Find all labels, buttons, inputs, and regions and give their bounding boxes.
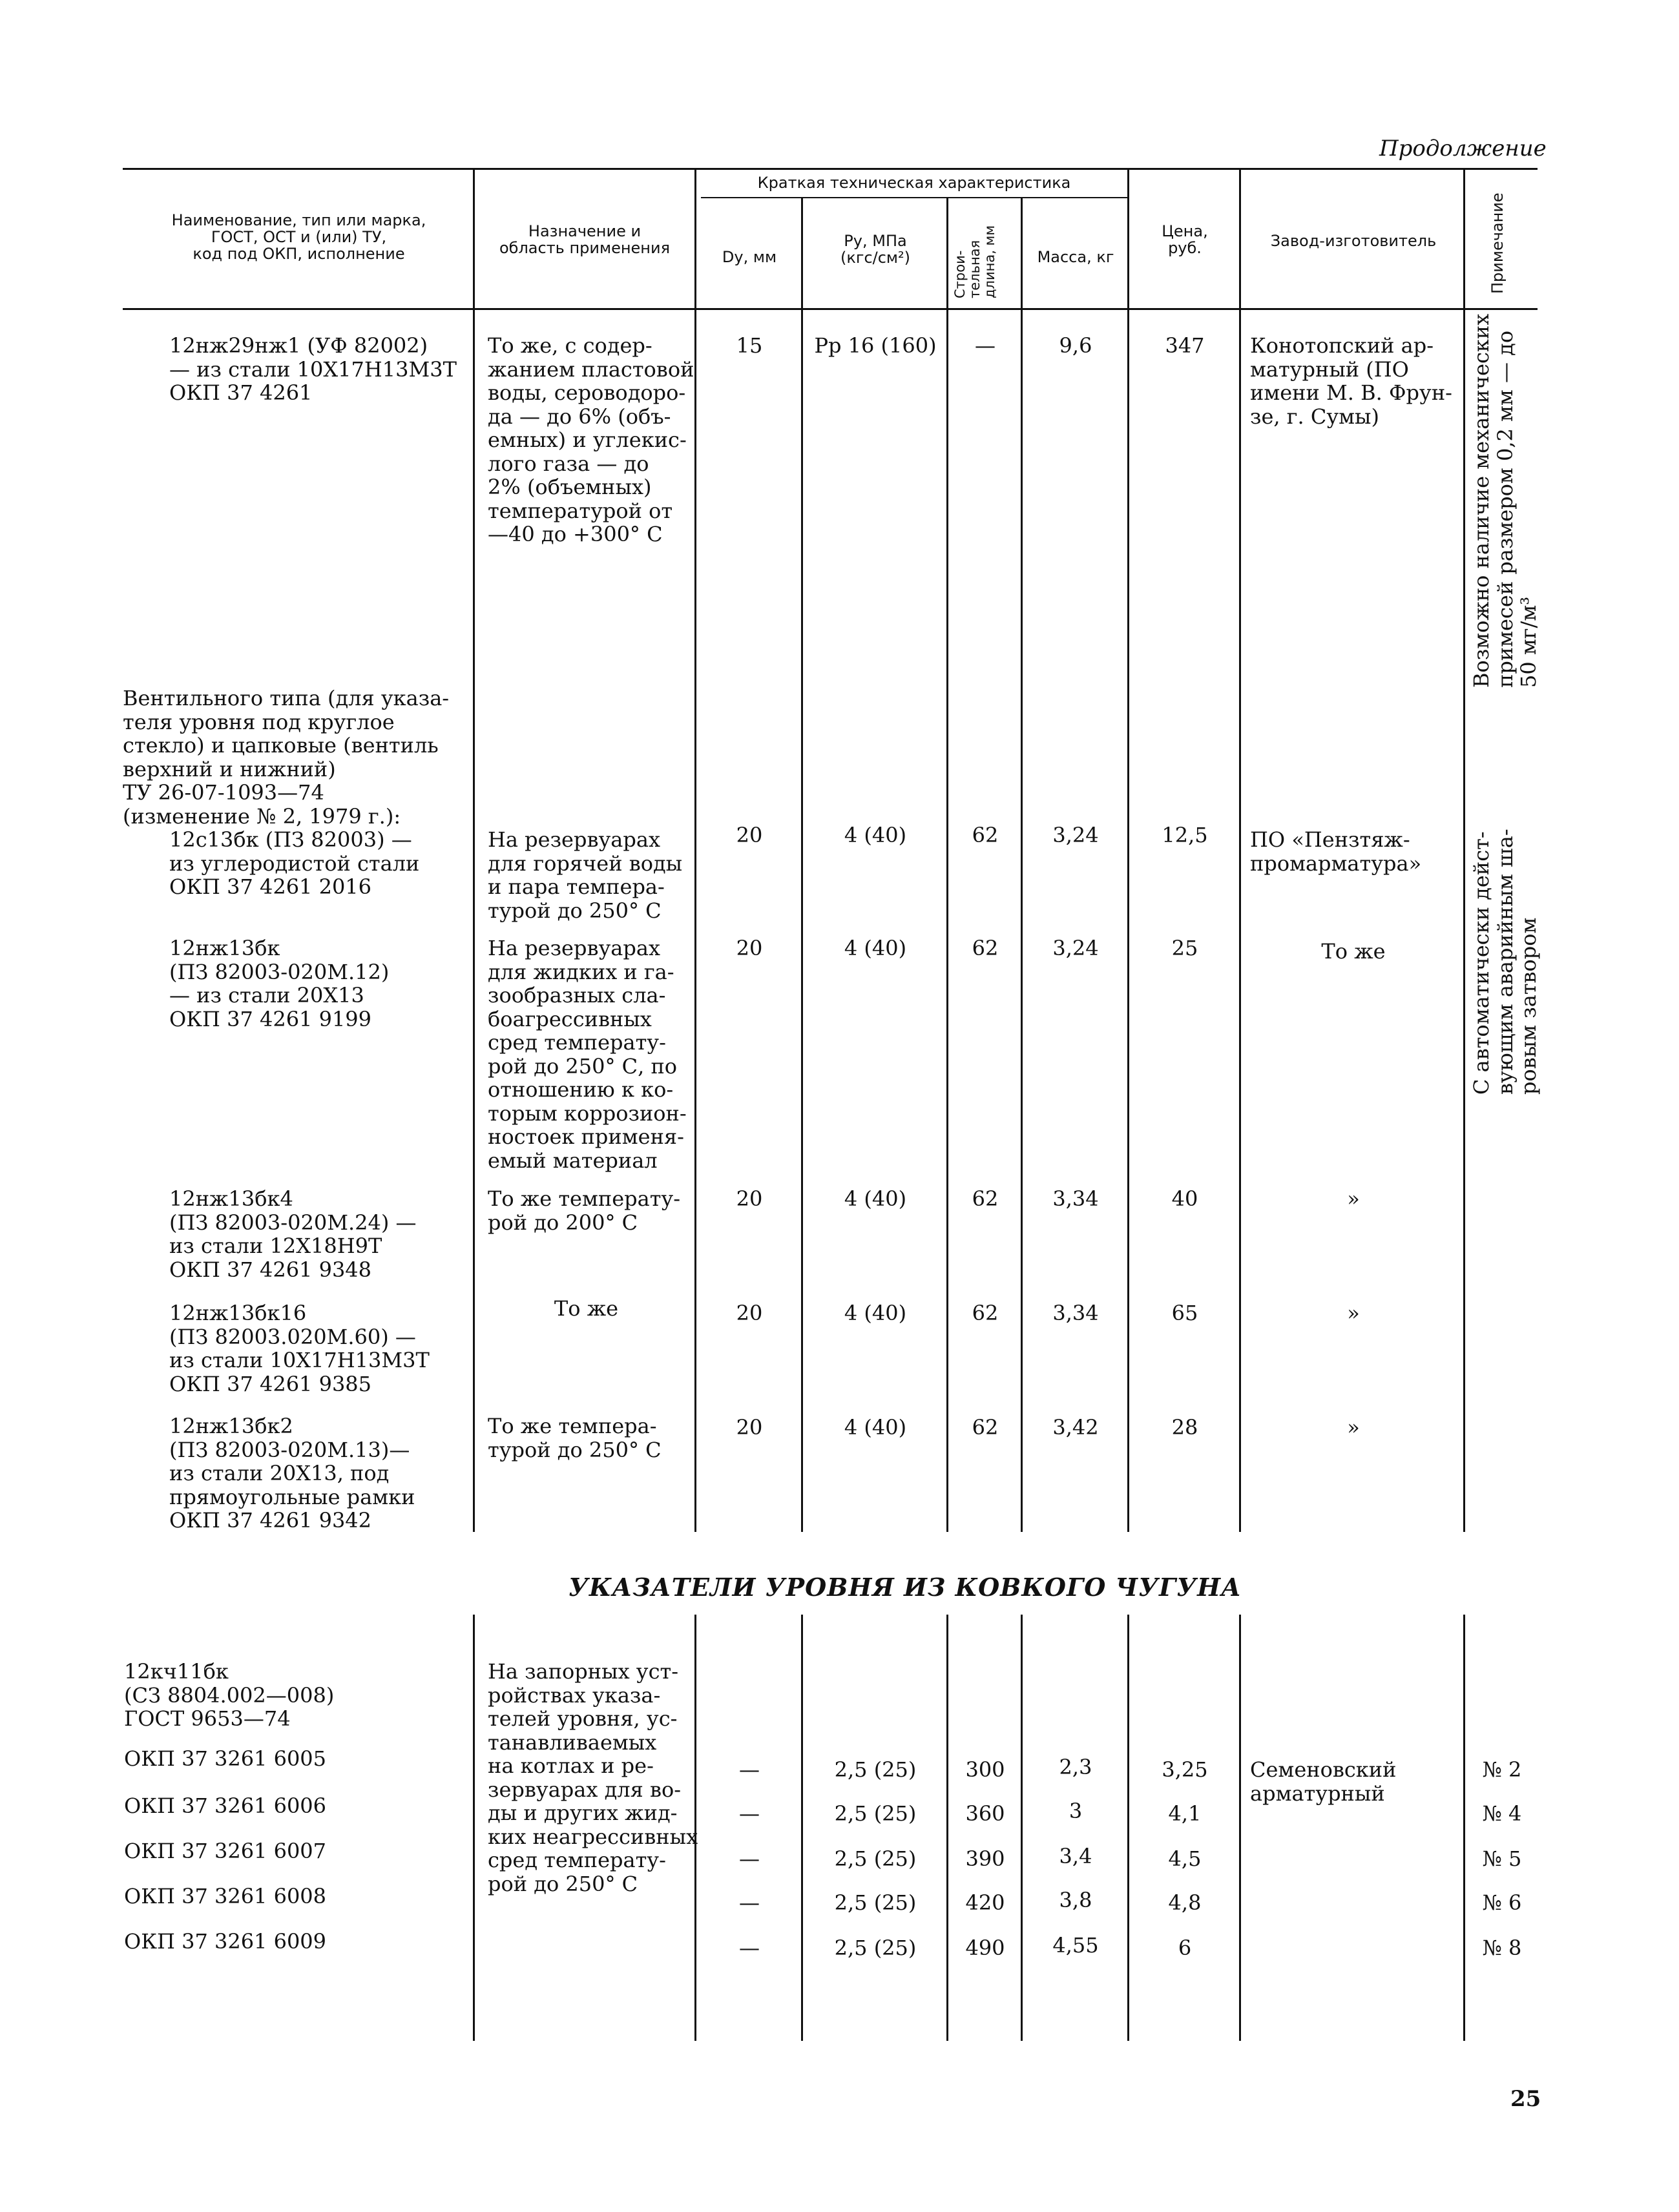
row4-dy: 20 <box>736 936 763 960</box>
row7-purpose: То же темпера- турой до 250° С <box>488 1414 662 1462</box>
row3-name: 12с13бк (ПЗ 82003) — из углеродистой стали ОКП 37 4261 2016 <box>169 827 420 899</box>
s2-r5-dy: — <box>739 1936 760 1960</box>
row5-mass: 3,34 <box>1052 1186 1099 1211</box>
row5-maker: » <box>1347 1186 1360 1211</box>
s2-col-sep-4 <box>946 1615 948 2041</box>
s2-r3-length: 390 <box>965 1846 1005 1871</box>
s2-maker: Семеновский арматурный <box>1250 1757 1397 1806</box>
header-name-col: Наименование, тип или марка, ГОСТ, ОСТ и (или) ТУ, код под ОКП, исполнение <box>171 211 426 263</box>
s2-purpose: На запорных уст- ройствах указа- телей уровня, ус- танавливаемых на котлах и ре- зервуарах для во- ды и других жид- ких неагрессивных сред температу- рой до 250° С <box>488 1659 698 1896</box>
row3-maker: ПО «Пензтяж- промарматура» <box>1250 827 1422 876</box>
s2-r3-price: 4,5 <box>1168 1846 1202 1871</box>
row7-maker: » <box>1347 1415 1360 1440</box>
row7-mass: 3,42 <box>1052 1415 1099 1440</box>
row4-purpose: На резервуарах для жидких и га- зообразных сла- боагрессивных сред температу- рой до 250° С, по отношению к ко- торым коррозион- ностоек применя- емый материал <box>488 936 687 1173</box>
row3-purpose: На резервуарах для горячей воды и пара темпера- турой до 250° С <box>488 827 683 923</box>
s2-r5-py: 2,5 (25) <box>834 1936 917 1960</box>
col-sep-8 <box>1463 169 1465 1532</box>
row7-price: 28 <box>1171 1415 1198 1440</box>
s2-r4-dy: — <box>739 1890 760 1915</box>
header-tech-char: Краткая техническая характеристика <box>757 174 1071 192</box>
header-bottom-rule <box>123 308 1538 310</box>
row4-length: 62 <box>972 936 999 960</box>
group-header-valves: Вентильного типа (для указа- теля уровня под круглое стекло) и цапковые (вентиль верхний и нижний) ТУ 26-07-1093—74 (изменение № 2, 1979 г.): <box>123 686 450 829</box>
s2-r3-mass: 3,4 <box>1059 1844 1092 1868</box>
s2-name: 12кч11бк (СЗ 8804.002—008) ГОСТ 9653—74 <box>124 1659 335 1731</box>
row1-name: 12нж29нж1 (УФ 82002) — из стали 10Х17Н13М3Т ОКП 37 4261 <box>169 333 457 405</box>
s2-r2-note: № 4 <box>1482 1801 1522 1826</box>
s2-r2-okp: ОКП 37 3261 6006 <box>124 1793 327 1818</box>
row1-dy: 15 <box>736 333 763 358</box>
row7-dy: 20 <box>736 1415 763 1440</box>
row6-maker: » <box>1347 1301 1360 1325</box>
s2-r5-note: № 8 <box>1482 1936 1522 1960</box>
row6-mass: 3,34 <box>1052 1301 1099 1325</box>
s2-r3-py: 2,5 (25) <box>834 1846 917 1871</box>
row4-py: 4 (40) <box>844 936 907 960</box>
row5-dy: 20 <box>736 1186 763 1211</box>
row6-name: 12нж13бк16 (ПЗ 82003.020М.60) — из стали 10Х17Н13М3Т ОКП 37 4261 9385 <box>169 1301 430 1396</box>
col-sep-7 <box>1239 169 1241 1532</box>
row6-py: 4 (40) <box>844 1301 907 1325</box>
row7-py: 4 (40) <box>844 1415 907 1440</box>
header-note: Примечание <box>1488 192 1507 294</box>
s2-r4-py: 2,5 (25) <box>834 1890 917 1915</box>
s2-r2-dy: — <box>739 1801 760 1826</box>
s2-r3-dy: — <box>739 1846 760 1871</box>
row3-py: 4 (40) <box>844 823 907 847</box>
s2-col-sep-7 <box>1239 1615 1241 2041</box>
s2-r1-length: 300 <box>965 1757 1005 1782</box>
s2-r5-okp: ОКП 37 3261 6009 <box>124 1929 327 1954</box>
header-build-length: Строи- тельная длина, мм <box>952 225 997 298</box>
col-sep-2 <box>694 169 696 1532</box>
s2-r1-dy: — <box>739 1757 760 1782</box>
note-1: Возможно наличие механических примесей размером 0,2 мм — до 50 мг/м³ <box>1469 313 1541 688</box>
s2-r2-py: 2,5 (25) <box>834 1801 917 1826</box>
s2-r4-mass: 3,8 <box>1059 1888 1092 1912</box>
col-sep-1 <box>473 169 475 1532</box>
row1-maker: Конотопский ар- матурный (ПО имени М. В. Фрун- зе, г. Сумы) <box>1250 333 1452 429</box>
s2-r1-mass: 2,3 <box>1059 1755 1092 1779</box>
row5-price: 40 <box>1171 1186 1198 1211</box>
s2-r4-length: 420 <box>965 1890 1005 1915</box>
header-maker: Завод-изготовитель <box>1270 232 1437 250</box>
row6-length: 62 <box>972 1301 999 1325</box>
row5-py: 4 (40) <box>844 1186 907 1211</box>
s2-r1-note: № 2 <box>1482 1757 1522 1782</box>
col-sep-5 <box>1021 198 1023 1532</box>
s2-r1-py: 2,5 (25) <box>834 1757 917 1782</box>
s2-r5-length: 490 <box>965 1936 1005 1960</box>
s2-col-sep-3 <box>801 1615 803 2041</box>
row3-length: 62 <box>972 823 999 847</box>
row6-dy: 20 <box>736 1301 763 1325</box>
s2-r2-price: 4,1 <box>1168 1801 1202 1826</box>
row6-purpose: То же <box>554 1296 619 1321</box>
row7-name: 12нж13бк2 (ПЗ 82003-020М.13)— из стали 20Х13, под прямоугольные рамки ОКП 37 4261 9342 <box>169 1414 415 1533</box>
s2-r4-note: № 6 <box>1482 1890 1522 1915</box>
header-mass: Масса, кг <box>1037 248 1114 266</box>
row4-mass: 3,24 <box>1052 936 1099 960</box>
s2-r3-note: № 5 <box>1482 1846 1522 1871</box>
row1-price: 347 <box>1165 333 1205 358</box>
header-dy: Dу, мм <box>722 248 777 266</box>
header-price: Цена, руб. <box>1162 222 1208 257</box>
s2-col-sep-6 <box>1127 1615 1129 2041</box>
row5-length: 62 <box>972 1186 999 1211</box>
row1-length: — <box>975 333 996 358</box>
s2-col-sep-5 <box>1021 1615 1023 2041</box>
row3-mass: 3,24 <box>1052 823 1099 847</box>
s2-col-sep-8 <box>1463 1615 1465 2041</box>
col-sep-3 <box>801 198 803 1532</box>
s2-r2-mass: 3 <box>1069 1799 1083 1823</box>
row6-price: 65 <box>1171 1301 1198 1325</box>
s2-r4-price: 4,8 <box>1168 1890 1202 1915</box>
row1-py: Pр 16 (160) <box>814 333 937 358</box>
s2-r3-okp: ОКП 37 3261 6007 <box>124 1839 327 1863</box>
section2-title: УКАЗАТЕЛИ УРОВНЯ ИЗ КОВКОГО ЧУГУНА <box>568 1573 1242 1602</box>
row3-price: 12,5 <box>1162 823 1208 847</box>
row1-purpose: То же, с содер- жанием пластовой воды, сероводоро- да — до 6% (объ- емных) и углекис- лого газа — до 2% (объемных) температурой от —40 до +300° С <box>488 333 694 546</box>
row7-length: 62 <box>972 1415 999 1440</box>
s2-col-sep-1 <box>473 1615 475 2041</box>
note-2: С автоматически дейст- вующим аварийным ша- ровым затвором <box>1469 829 1541 1095</box>
row4-name: 12нж13бк (ПЗ 82003-020М.12) — из стали 20Х13 ОКП 37 4261 9199 <box>169 936 390 1031</box>
row5-name: 12нж13бк4 (ПЗ 82003-020М.24) — из стали 12Х18Н9Т ОКП 37 4261 9348 <box>169 1186 417 1282</box>
col-sep-6 <box>1127 169 1129 1532</box>
row5-purpose: То же температу- рой до 200° С <box>488 1186 681 1235</box>
s2-r2-length: 360 <box>965 1801 1005 1826</box>
s2-r1-price: 3,25 <box>1162 1757 1208 1782</box>
header-top-rule <box>123 168 1538 170</box>
row4-maker: То же <box>1321 939 1386 964</box>
s2-r4-okp: ОКП 37 3261 6008 <box>124 1884 327 1908</box>
row1-mass: 9,6 <box>1059 333 1092 358</box>
header-py: Pу, МПа (кгс/см²) <box>840 232 911 267</box>
row4-price: 25 <box>1171 936 1198 960</box>
s2-r1-okp: ОКП 37 3261 6005 <box>124 1746 327 1771</box>
continuation-label: Продолжение <box>1379 136 1547 161</box>
s2-r5-mass: 4,55 <box>1052 1933 1099 1958</box>
tech-char-rule <box>701 197 1127 198</box>
page-number: 25 <box>1510 2086 1541 2112</box>
header-purpose-col: Назначение и область применения <box>499 222 671 257</box>
col-sep-4 <box>946 198 948 1532</box>
s2-r5-price: 6 <box>1178 1936 1192 1960</box>
row3-dy: 20 <box>736 823 763 847</box>
